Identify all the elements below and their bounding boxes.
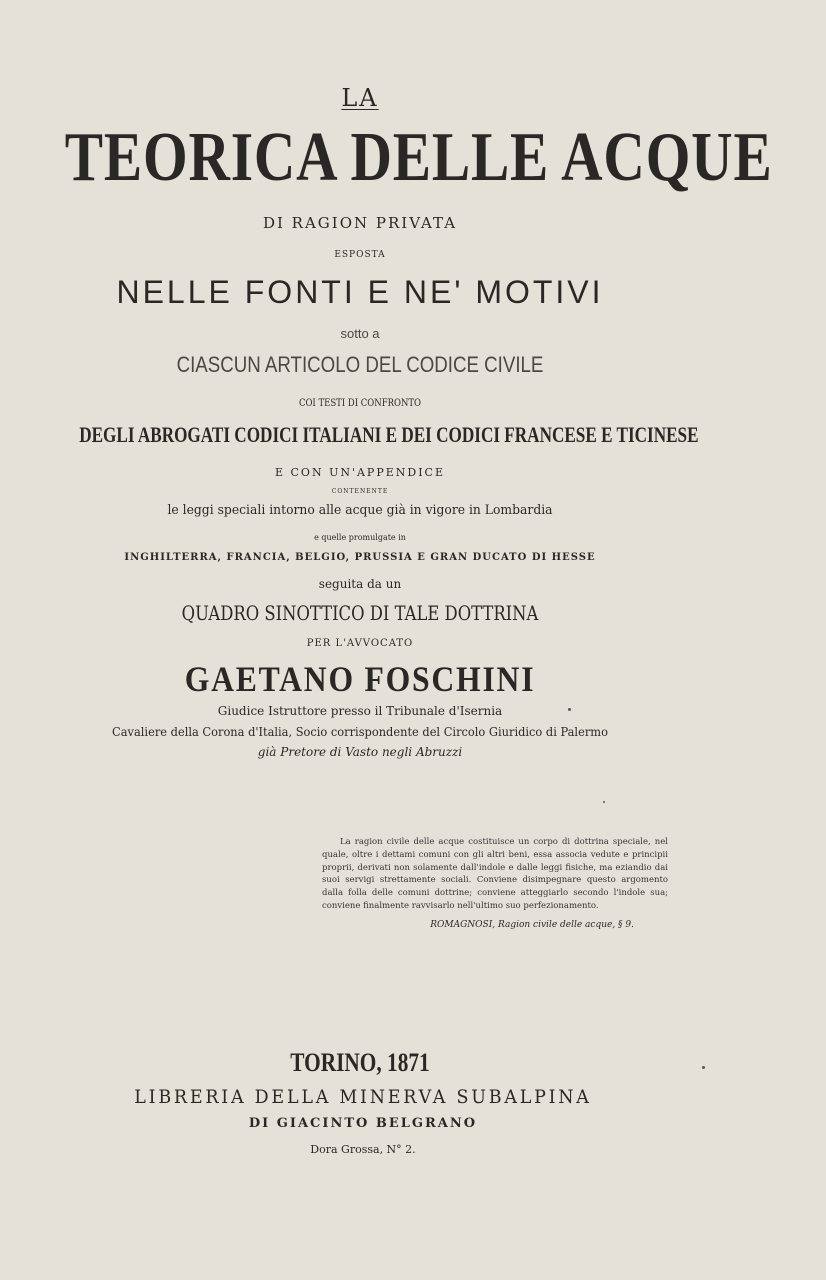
seguita-label: seguita da un — [318, 577, 402, 591]
esposta-label: ESPOSTA — [334, 250, 386, 260]
contenente-label: CONTENENTE — [331, 488, 389, 495]
author-role-2: Cavaliere della Corona d'Italia, Socio corrispondente del Circolo Giuridico di Palermo — [112, 725, 608, 739]
ciascun-articolo-heading: CIASCUN ARTICOLO DEL CODICE CIVILE — [176, 352, 544, 377]
epigraph-text: La ragion civile delle acque costituisce un corpo di dottrina speciale, nel quale, oltre i dettami comuni con gli altri beni, essa associa vedute e principii proprii, derivati non solamente dall'indole e dalle leggi fisiche, ma eziandio dai suoi servigi strettamente sociali. Conviene disimpegnare questo argomento dalla folla delle comuni dottrine; conviene atteggiarlo secondo l'indole sua; conviene finalmente ravvisarlo nell'ultimo suo perfezionamento. — [322, 837, 668, 911]
paper-speck — [603, 801, 605, 803]
epigraph-attribution: ROMAGNOSI, Ragion civile delle acque, § 9. — [430, 920, 634, 930]
imprint-place-year: TORINO, 1871 — [290, 1048, 430, 1077]
sotto-label: sotto a — [340, 326, 380, 341]
quadro-heading: QUADRO SINOTTICO DI TALE DOTTRINA — [181, 601, 539, 625]
paesi-line: INGHILTERRA, FRANCIA, BELGIO, PRUSSIA E GRAN DUCATO DI HESSE — [124, 552, 596, 563]
subtitle: DI RAGION PRIVATA — [262, 214, 458, 232]
coi-testi-label: COI TESTI DI CONFRONTO — [298, 398, 422, 409]
main-title: TEORICA DELLE ACQUE — [64, 119, 773, 196]
per-avvocato-label: PER L'AVVOCATO — [306, 638, 414, 649]
leggi-speciali-line: le leggi speciali intorno alle acque già in vigore in Lombardia — [167, 503, 553, 518]
author-name: GAETANO FOSCHINI — [184, 659, 536, 699]
imprint-publisher: LIBRERIA DELLA MINERVA SUBALPINA — [134, 1086, 592, 1108]
codici-heading: DEGLI ABROGATI CODICI ITALIANI E DEI CODICI FRANCESE E TICINESE — [79, 422, 699, 447]
imprint-address: Dora Grossa, N° 2. — [310, 1143, 416, 1156]
title-article: LA — [341, 84, 379, 112]
imprint-publisher-owner: DI GIACINTO BELGRANO — [248, 1116, 478, 1131]
paper-speck — [568, 708, 571, 711]
appendice-label: E CON UN'APPENDICE — [274, 466, 445, 479]
author-role-3: già Pretore di Vasto negli Abruzzi — [257, 745, 463, 759]
promulgate-label: e quelle promulgate in — [314, 533, 406, 542]
paper-speck — [702, 1066, 705, 1069]
fonti-motivi-heading: NELLE FONTI E NE' MOTIVI — [116, 274, 604, 310]
author-role-1: Giudice Istruttore presso il Tribunale d'Isernia — [217, 704, 503, 718]
epigraph — [322, 836, 668, 913]
